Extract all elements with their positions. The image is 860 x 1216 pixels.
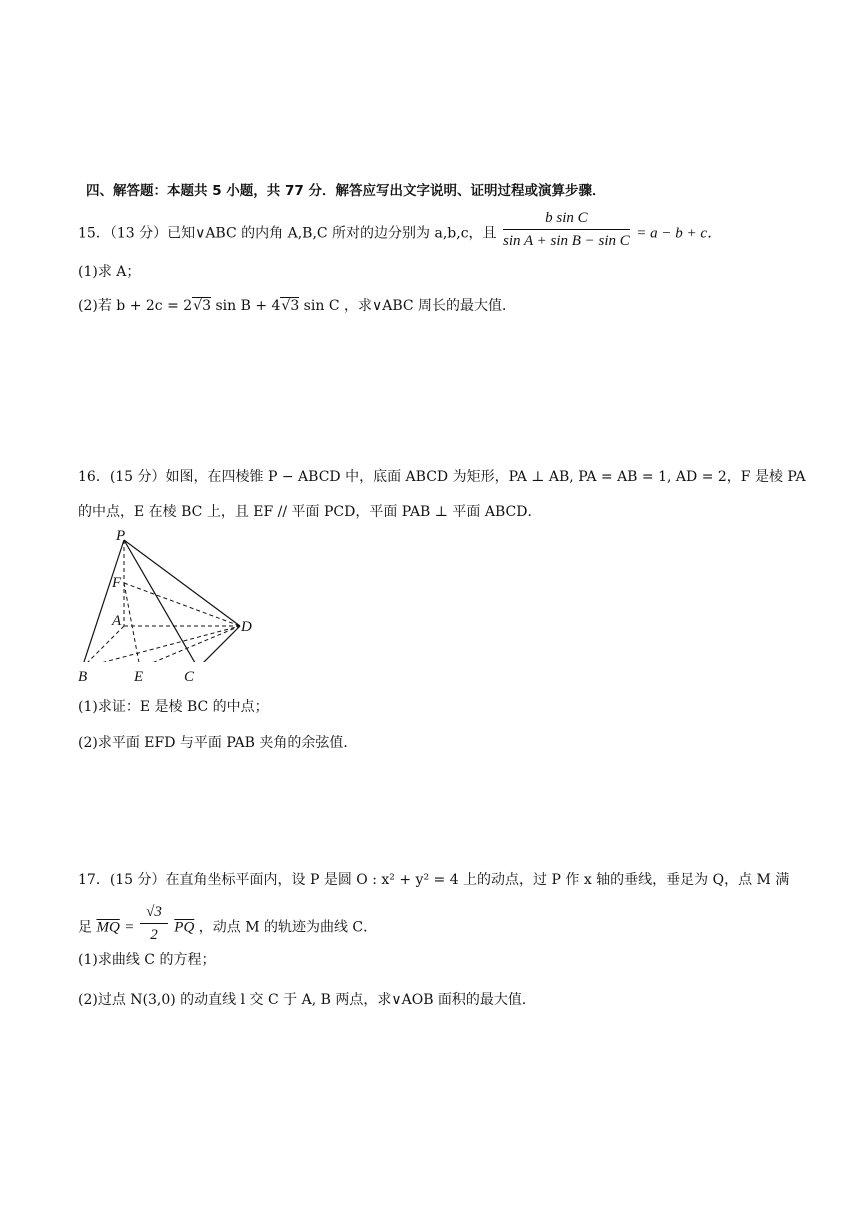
section-heading: 四、解答题：本题共 5 小题，共 77 分．解答应写出文字说明、证明过程或演算步骤． xyxy=(86,183,606,199)
q17-part1: (1)求曲线 C 的方程； xyxy=(78,952,216,968)
segment-FE xyxy=(124,583,140,662)
pyramid-figure xyxy=(74,528,274,662)
label-F: F xyxy=(112,575,122,591)
q15-frac-numerator: b sin C xyxy=(503,208,630,230)
q15-part2 xyxy=(78,296,516,316)
label-P: P xyxy=(116,528,126,544)
question-15-stem xyxy=(78,210,723,251)
q15-part2-c: sin B + 4 xyxy=(211,298,281,314)
question-17-stem-line2 xyxy=(78,904,378,945)
q17-line2-tail: ，动点 M 的轨迹为曲线 C． xyxy=(198,919,378,936)
label-B: B xyxy=(78,669,88,685)
q17-fraction xyxy=(140,902,168,945)
q17-equals: = xyxy=(124,919,139,936)
q17-line2-a: 足 xyxy=(78,919,92,936)
pyramid-bottom-labels xyxy=(74,662,274,686)
segment-ED xyxy=(140,626,240,662)
q17-part2: (2)过点 N(3,0) 的动直线 l 交 C 于 A, B 两点，求∨AOB 面积的最大值． xyxy=(78,992,536,1008)
q15-sqrt1: √3 xyxy=(193,298,211,314)
q15-fraction xyxy=(503,208,630,251)
q15-sqrt2: √3 xyxy=(281,298,300,314)
question-16-stem-line1: 16．(15 分）如图，在四棱锥 P − ABCD 中，底面 ABCD 为矩形，PA ⊥ AB, PA = AB = 1, AD = 2，F 是棱 PA xyxy=(78,469,806,485)
q16-part2: (2)求平面 EFD 与平面 PAB 夹角的余弦值． xyxy=(78,735,358,751)
q16-part1: (1)求证：E 是棱 BC 的中点； xyxy=(78,699,269,715)
label-E: E xyxy=(134,669,144,685)
label-A: A xyxy=(112,613,122,629)
label-D: D xyxy=(241,619,252,635)
q15-part1: (1)求 A； xyxy=(78,264,141,280)
q15-part2-e: sin C ，求∨ABC 周长的最大值． xyxy=(299,298,517,314)
label-C: C xyxy=(184,669,195,685)
question-17-stem-line1: 17．(15 分）在直角坐标平面内，设 P 是圆 O : x² + y² = 4 上的动点，过 P 作 x 轴的垂线，垂足为 Q，点 M 满 xyxy=(78,872,790,888)
q15-lead: 15．（13 分）已知∨ABC 的内角 A,B,C 所对的边分别为 a,b,c，且 xyxy=(78,225,497,242)
q15-frac-tail: = a − b + c． xyxy=(636,225,723,242)
vector-MQ: $\overline{MQ}$ xyxy=(96,919,120,936)
segment-FD xyxy=(124,583,240,626)
question-16-stem-line2: 的中点，E 在棱 BC 上，且 EF // 平面 PCD，平面 PAB ⊥ 平面 ABCD． xyxy=(78,504,542,520)
edge-PC xyxy=(124,540,198,662)
edge-PB xyxy=(82,540,124,662)
edge-AB xyxy=(82,626,124,662)
segment-BD xyxy=(82,626,240,662)
q17-frac-denominator: 2 xyxy=(150,927,158,943)
q17-frac-numerator: √3 xyxy=(140,902,168,924)
q15-frac-denominator: sin A + sin B − sin C xyxy=(503,233,630,249)
edge-PD xyxy=(124,540,240,626)
q15-part2-a: (2)若 b + 2c = 2 xyxy=(78,298,193,314)
vector-PQ: $\overline{PQ}$ xyxy=(174,919,195,936)
